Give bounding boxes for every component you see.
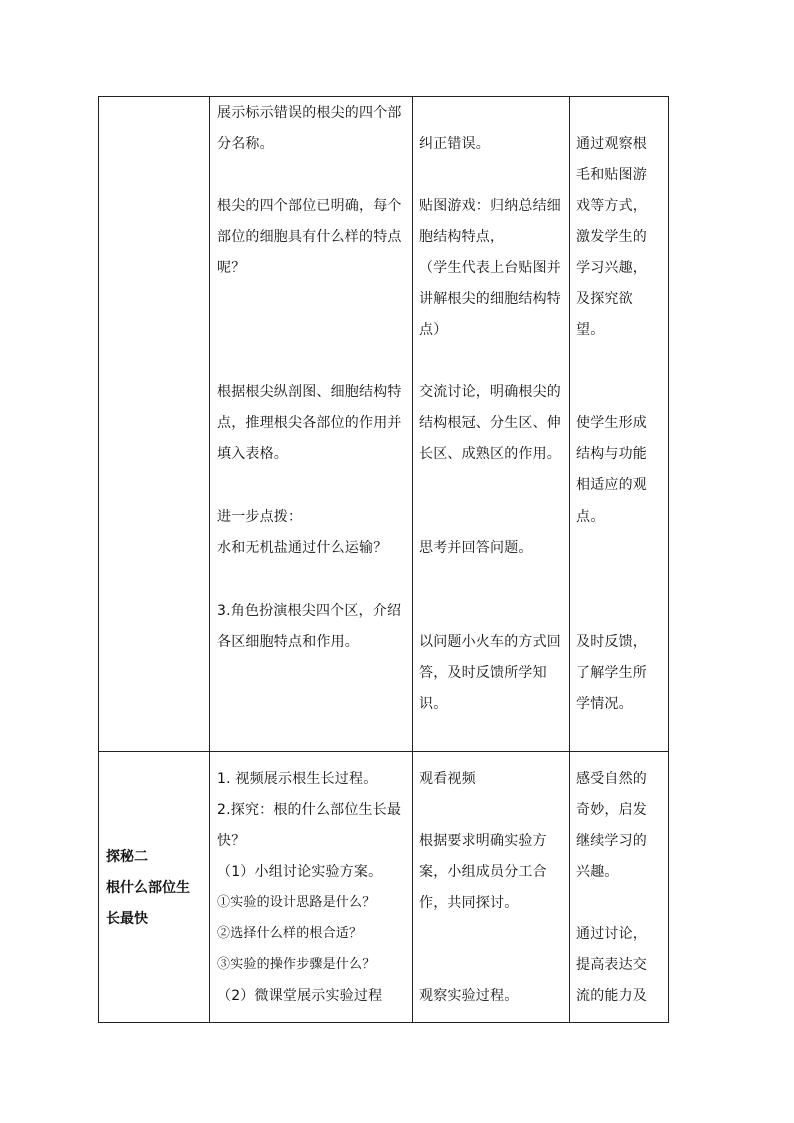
teacher-activity-cell	[210, 752, 413, 1023]
table-row	[99, 752, 669, 1023]
text-line: 呢？	[217, 260, 246, 276]
stage-title: 探秘二	[106, 849, 148, 865]
stage-title: 根什么部位生	[106, 880, 190, 896]
text-line: 观看视频	[419, 771, 476, 787]
text-line: （2）微课堂展示实验过程	[217, 988, 383, 1004]
text-line: 毛和贴图游	[576, 167, 647, 183]
text-line: 纠正错误。	[419, 136, 490, 152]
text-line: 点，推理根尖各部位的作用并	[217, 415, 402, 431]
text-line: 进一步点拨：	[217, 509, 303, 525]
text-line: 3.角色扮演根尖四个区，介绍	[217, 603, 402, 619]
lesson-plan-table	[98, 96, 669, 1023]
text-line: ①实验的设计思路是什么？	[217, 895, 376, 910]
text-line: 相适应的观	[576, 477, 647, 493]
text-line: 激发学生的	[576, 229, 647, 245]
text-line: 及时反馈，	[576, 634, 647, 650]
text-line: 根据要求明确实验方	[419, 833, 547, 849]
text-line: 长区、成熟区的作用。	[419, 446, 561, 462]
text-line: 分名称。	[217, 136, 274, 152]
text-line: 使学生形成	[576, 415, 647, 431]
text-line: （1）小组讨论实验方案。	[217, 864, 383, 880]
text-line: 答，及时反馈所学知	[419, 665, 547, 681]
text-line: 展示标示错误的根尖的四个部	[217, 105, 402, 121]
text-line: 各区细胞特点和作用。	[217, 634, 359, 650]
student-activity-cell	[413, 97, 570, 752]
text-line: 了解学生所	[576, 665, 647, 681]
text-line: 结构根冠、分生区、伸	[419, 415, 561, 431]
text-line: 案，小组成员分工合	[419, 864, 547, 880]
text-line: 作，共同探讨。	[419, 895, 519, 911]
text-line: 根据根尖纵剖图、细胞结构特	[217, 384, 402, 400]
text-line: 通过观察根	[576, 136, 647, 152]
text-line: （学生代表上台贴图并	[419, 260, 561, 276]
teacher-activity-cell	[210, 97, 413, 752]
text-line: 贴图游戏：归纳总结细	[419, 198, 561, 214]
text-line: 通过讨论，	[576, 926, 647, 942]
text-line: 填入表格。	[217, 446, 288, 462]
text-line: 以问题小火车的方式回	[419, 634, 561, 650]
text-line: ③实验的操作步骤是什么？	[217, 957, 376, 972]
text-line: 识。	[419, 696, 448, 712]
design-intent-cell	[570, 97, 669, 752]
table-row	[99, 97, 669, 752]
text-line: 提高表达交	[576, 957, 647, 973]
text-line: 戏等方式，	[576, 198, 647, 214]
text-line: 1. 视频展示根生长过程。	[217, 771, 378, 787]
text-line: 感受自然的	[576, 771, 647, 787]
text-line: 观察实验过程。	[419, 988, 519, 1004]
text-line: 及探究欲	[576, 291, 633, 307]
text-line: 学情况。	[576, 696, 633, 712]
text-line: 点）	[419, 322, 448, 338]
text-line: 学习兴趣，	[576, 260, 647, 276]
text-line: 兴趣。	[576, 864, 619, 880]
text-line: 2.探究：根的什么部位生长最	[217, 802, 402, 818]
text-line: 讲解根尖的细胞结构特	[419, 291, 561, 307]
text-line: 继续学习的	[576, 833, 647, 849]
stage-cell	[99, 97, 210, 752]
student-activity-cell	[413, 752, 570, 1023]
text-line: 快？	[217, 833, 246, 849]
text-line: 点。	[576, 509, 605, 525]
text-line: 胞结构特点，	[419, 229, 505, 245]
text-line: ②选择什么样的根合适？	[217, 926, 363, 941]
text-line: 根尖的四个部位已明确，每个	[217, 198, 402, 214]
stage-cell	[99, 752, 210, 1023]
text-line: 望。	[576, 322, 605, 338]
text-line: 水和无机盐通过什么运输？	[217, 540, 388, 556]
text-line: 流的能力及	[576, 988, 647, 1004]
text-line: 部位的细胞具有什么样的特点	[217, 229, 402, 245]
text-line: 奇妙，启发	[576, 802, 647, 818]
text-line: 结构与功能	[576, 446, 647, 462]
text-line: 思考并回答问题。	[419, 540, 533, 556]
stage-title: 长最快	[106, 911, 148, 927]
design-intent-cell	[570, 752, 669, 1023]
text-line: 交流讨论，明确根尖的	[419, 384, 561, 400]
